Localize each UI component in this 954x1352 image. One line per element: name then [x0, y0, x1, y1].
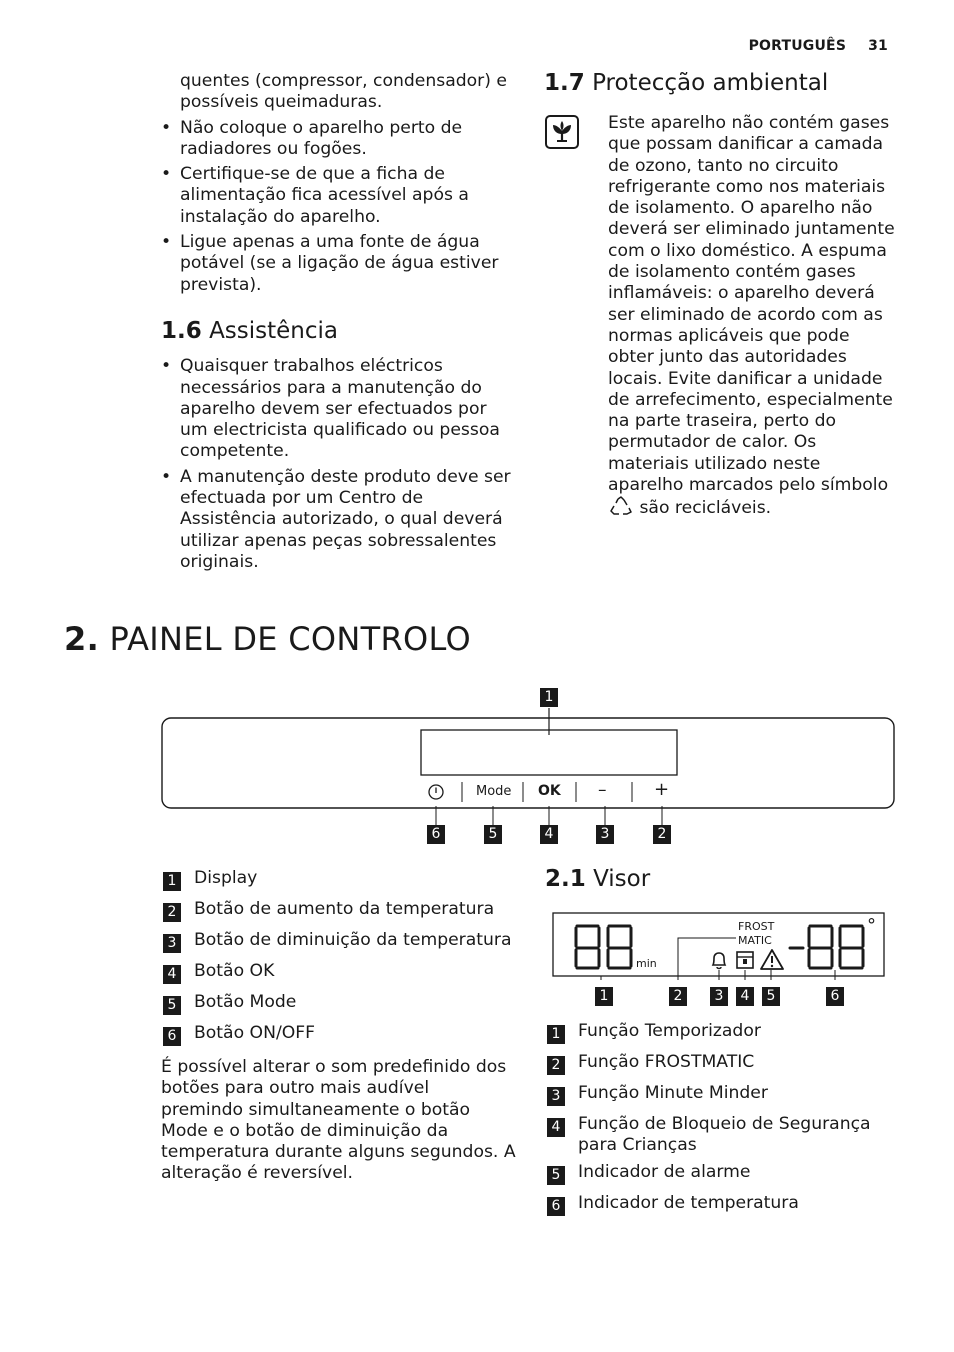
visor-callout: 4 — [736, 987, 754, 1006]
list-item — [547, 1114, 897, 1156]
legend-number: 4 — [547, 1118, 565, 1137]
left-column — [161, 71, 516, 577]
legend-label: Função FROSTMATIC — [578, 1052, 755, 1072]
continuation-text: quentes (compressor, condensador) e possíveis queimaduras. — [180, 71, 507, 113]
legend-number: 1 — [547, 1025, 565, 1044]
list-item — [163, 899, 513, 922]
warning-icon — [759, 948, 785, 976]
legend-label: Botão OK — [194, 961, 275, 981]
list-item — [163, 992, 513, 1015]
legend-label: Função de Bloqueio de Segurança para Crianças — [578, 1114, 871, 1155]
list-item — [163, 868, 513, 891]
environment-text-end: são recicláveis. — [639, 498, 772, 519]
list-item — [547, 1052, 897, 1075]
legend-number: 5 — [163, 996, 181, 1015]
chapter-heading — [64, 620, 471, 658]
legend-label: Display — [194, 868, 258, 888]
header-language: PORTUGUÊS — [748, 38, 847, 54]
eco-flower-icon — [545, 115, 579, 149]
mode-button[interactable]: Mode — [476, 784, 512, 799]
list-item — [163, 1023, 513, 1046]
page-number: 31 — [868, 38, 888, 54]
legend-number: 3 — [163, 934, 181, 953]
legend-label: Botão de aumento da temperatura — [194, 899, 495, 919]
section-1-7-heading — [544, 70, 828, 96]
visor-legend — [547, 1021, 897, 1216]
lock-icon — [735, 949, 755, 975]
degree-symbol: ° — [867, 915, 876, 936]
legend-number: 6 — [163, 1027, 181, 1046]
legend-number: 5 — [547, 1166, 565, 1185]
list-item — [547, 1083, 897, 1106]
power-icon[interactable] — [427, 783, 445, 805]
environment-paragraph — [608, 113, 898, 523]
section-title: Protecção ambiental — [592, 70, 829, 96]
panel-note: É possível alterar o som predefinido dos botões para outro mais audível premindo simultaneamente o botão Mode e o botão de diminuição da temperatura durante alguns segundos. A alteração é reversível. — [161, 1057, 516, 1184]
assistance-bullet-list — [161, 356, 516, 573]
plus-button[interactable]: + — [654, 779, 670, 800]
list-item — [163, 930, 513, 953]
legend-label: Botão ON/OFF — [194, 1023, 316, 1043]
minus-button[interactable]: – — [598, 780, 607, 800]
section-title: Assistência — [209, 317, 339, 344]
ok-button[interactable]: OK — [538, 783, 561, 799]
list-item: • A manutenção deste produto deve ser efectuada por um Centro de Assistência autorizado, o qual deverá utilizar apenas peças sobressalentes originais. — [161, 467, 516, 573]
legend-label: Indicador de temperatura — [578, 1193, 799, 1213]
callout-power: 6 — [427, 825, 445, 844]
legend-number: 2 — [547, 1056, 565, 1075]
section-title: Visor — [593, 866, 651, 892]
visor-callout: 5 — [762, 987, 780, 1006]
visor-callout: 2 — [669, 987, 687, 1006]
list-item — [547, 1193, 897, 1216]
legend-number: 2 — [163, 903, 181, 922]
safety-bullet-list — [161, 118, 516, 296]
callout-minus: 3 — [596, 825, 614, 844]
list-item — [547, 1162, 897, 1185]
legend-number: 1 — [163, 872, 181, 891]
list-item: • Quaisquer trabalhos eléctricos necessários para a manutenção do aparelho devem ser efectuados por um electricista qualificado ou pessoa competente. — [161, 356, 516, 462]
list-item: • Certifique-se de que a ficha de alimentação fica acessível após a instalação do aparelho. — [161, 164, 516, 228]
section-number: 1.6 — [161, 317, 202, 344]
legend-label: Função Minute Minder — [578, 1083, 768, 1103]
matic-label: MATIC — [738, 934, 772, 947]
legend-label: Botão de diminuição da temperatura — [194, 930, 512, 950]
legend-label: Função Temporizador — [578, 1021, 761, 1041]
callout-plus: 2 — [653, 825, 671, 844]
frost-label: FROST — [738, 920, 775, 933]
callout-mode: 5 — [484, 825, 502, 844]
chapter-number: 2. — [64, 620, 100, 658]
section-1-6-heading — [161, 317, 516, 344]
legend-number: 4 — [163, 965, 181, 984]
environment-text: Este aparelho não contém gases que possam danificar a camada de ozono, tanto no circuito refrigerante como nos materiais de isolamento. O aparelho não deverá ser eliminado juntamente com o lixo doméstico. A espuma de isolamento contém gases inflamáveis: o aparelho deverá ser eliminado de acordo com as normas aplicáveis que pode obter junto das autoridades locais. Evite danificar a unidade de arrefecimento, especialmente na parte traseira, perto do permutador de calor. Os materiais utilizado neste aparelho marcados pelo símbolo — [608, 113, 895, 496]
list-item: • Ligue apenas a uma fonte de água potável (se a ligação de água estiver prevista). — [161, 232, 516, 296]
visor-callout: 3 — [710, 987, 728, 1006]
callout-display: 1 — [540, 688, 558, 707]
min-label: min — [636, 957, 657, 970]
legend-label: Indicador de alarme — [578, 1162, 751, 1182]
control-panel-outline — [160, 686, 896, 848]
panel-legend — [163, 868, 513, 1046]
section-number: 1.7 — [544, 70, 585, 96]
legend-number: 3 — [547, 1087, 565, 1106]
section-2-1-heading — [545, 866, 650, 892]
legend-label: Botão Mode — [194, 992, 297, 1012]
recycle-icon — [610, 496, 632, 522]
list-item: • Não coloque o aparelho perto de radiadores ou fogões. — [161, 118, 516, 161]
bell-icon — [708, 949, 730, 975]
visor-callout: 1 — [595, 987, 613, 1006]
page-header — [749, 38, 888, 54]
legend-number: 6 — [547, 1197, 565, 1216]
section-number: 2.1 — [545, 866, 586, 892]
callout-ok: 4 — [540, 825, 558, 844]
visor-diagram — [552, 912, 888, 1012]
visor-callout: 6 — [826, 987, 844, 1006]
control-panel-diagram — [160, 686, 896, 848]
list-item — [163, 961, 513, 984]
list-item — [547, 1021, 897, 1044]
chapter-title: PAINEL DE CONTROLO — [109, 620, 471, 658]
